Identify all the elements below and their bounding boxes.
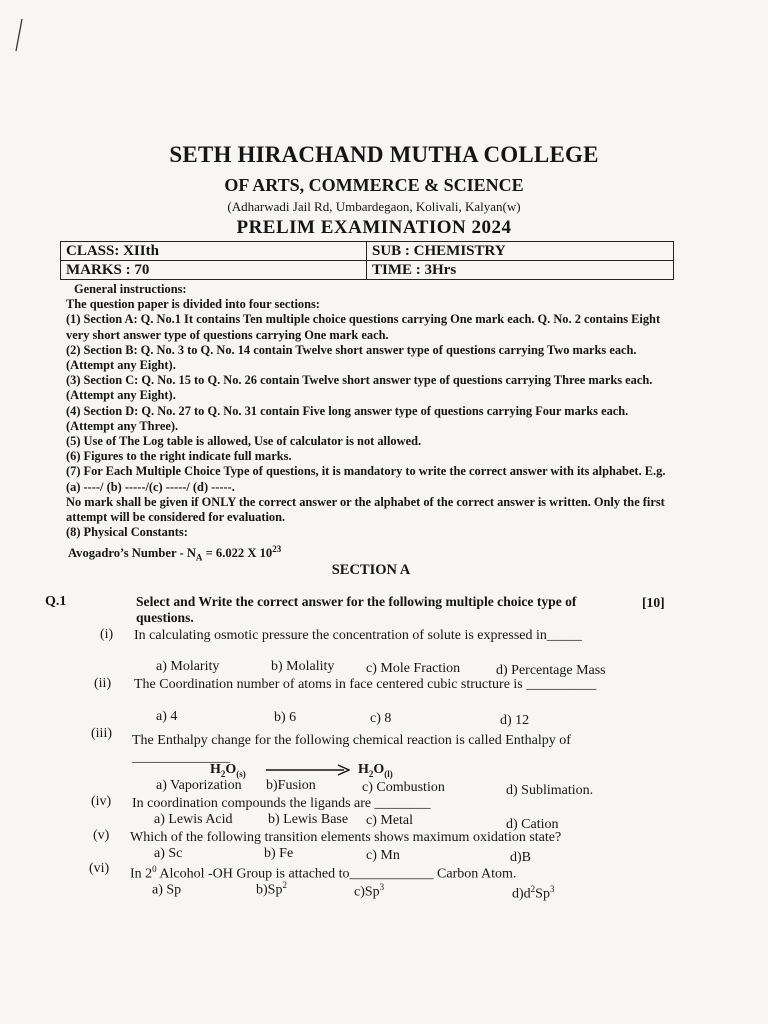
instruction-line: (7) For Each Multiple Choice Type of questions, it is mandatory to write the correct answer with its alphabet. E.g. (a) ----/ (b) -----/(c) -----/ (d) -----.	[66, 464, 666, 494]
sub-question-stem: In coordination compounds the ligands are ________	[132, 796, 431, 811]
exam-header-table	[60, 241, 674, 280]
college-address: (Adharwadi Jail Rd, Umbardegaon, Kolivali, Kalyan(w)	[227, 199, 521, 214]
class-cell: CLASS: XIIth	[61, 242, 367, 261]
time-cell: TIME : 3Hrs	[367, 261, 674, 280]
instruction-line: (2) Section B: Q. No. 3 to Q. No. 14 contain Twelve short answer type of questions carrying Two marks each. (Attempt any Eight).	[66, 342, 637, 373]
sub-question-number: (v)	[93, 828, 110, 843]
avogadro-constant: Avogadro’s Number - $N_A = 6.022$ X $10^{23}$	[68, 544, 282, 563]
general-instructions	[66, 282, 678, 540]
question-number: Q.1	[45, 594, 67, 609]
option: d) Sublimation.	[506, 783, 594, 798]
sub-question-number: (iv)	[91, 794, 112, 809]
reaction-product: $H_2O_{(l)}$	[358, 762, 393, 779]
option: d)B	[510, 850, 531, 865]
marks-cell: MARKS : 70	[61, 261, 367, 280]
option: c) Combustion	[362, 780, 445, 795]
sub-question-number: (iii)	[91, 726, 112, 741]
sub-question-stem: In $2^0$ Alcohol -OH Group is attached to____________ Carbon Atom.	[130, 864, 517, 882]
college-name: SETH HIRACHAND MUTHA COLLEGE	[169, 142, 599, 167]
instruction-line: (5) Use of The Log table is allowed, Use of calculator is not allowed.	[66, 434, 422, 449]
instruction-line: The question paper is divided into four sections:	[66, 297, 320, 312]
section-title: SECTION A	[331, 562, 411, 578]
option: d) Percentage Mass	[496, 663, 606, 678]
sub-question-stem: The Coordination number of atoms in face centered cubic structure is __________	[134, 677, 597, 692]
option: a) Vaporization	[156, 778, 242, 793]
reaction-reactant: $H_2O_{(s)}$	[210, 762, 246, 779]
sub-question-stem: Which of the following transition elements shows maximum oxidation state?	[130, 830, 562, 845]
question-marks: [10]	[642, 595, 665, 610]
sub-question-number: (vi)	[89, 861, 110, 876]
option: b) Fe	[264, 846, 294, 861]
reaction-arrow-icon	[266, 764, 350, 776]
instruction-line: (1) Section A: Q. No.1 It contains Ten multiple choice questions carrying One mark each. Q. No. 2 contains Eight very short answer type of questions carrying One mark each.	[66, 312, 661, 342]
option: $d)d^2Sp^3$	[512, 884, 555, 902]
instruction-line: No mark shall be given if ONLY the correct answer or the alphabet of the correct answer is written. Only the first attempt will be considered for evaluation.	[66, 494, 665, 525]
option: c) Metal	[366, 813, 414, 828]
option: d) 12	[500, 713, 530, 728]
question-instruction: Select and Write the correct answer for the following multiple choice type of questions.	[136, 594, 577, 625]
option: c)Sp$^3$	[354, 882, 385, 900]
option: a) Lewis Acid	[154, 812, 233, 827]
option: a) 4	[156, 709, 178, 724]
sub-question-stem: The Enthalpy change for the following chemical reaction is called Enthalpy of ______________	[132, 733, 571, 765]
sub-question-number: (i)	[100, 627, 114, 642]
option: a) Molarity	[156, 659, 220, 674]
instruction-line: (4) Section D: Q. No. 27 to Q. No. 31 contain Five long answer type of questions carrying Four marks each. (Attempt any Three).	[66, 403, 629, 433]
option: b)Sp$^2$	[256, 880, 287, 898]
option: b) Lewis Base	[268, 812, 349, 827]
option: b)Fusion	[266, 778, 316, 793]
instruction-line: (6) Figures to the right indicate full marks.	[66, 449, 292, 464]
sub-question-number: (ii)	[94, 676, 112, 691]
sub-question-stem: In calculating osmotic pressure the concentration of solute is expressed in_____	[134, 628, 582, 643]
pen-stroke-mark	[14, 18, 24, 52]
option: b) 6	[274, 710, 297, 725]
college-subtitle: OF ARTS, COMMERCE & SCIENCE	[224, 175, 524, 195]
subject-cell: SUB : CHEMISTRY	[367, 242, 674, 261]
option: a) Sc	[154, 846, 183, 861]
exam-title: PRELIM EXAMINATION 2024	[236, 217, 512, 238]
option: c) 8	[370, 711, 392, 726]
option: c) Mn	[366, 848, 400, 863]
option: d) Cation	[506, 817, 559, 832]
option: a) Sp	[152, 882, 182, 898]
instructions-heading: General instructions:	[74, 282, 187, 296]
option: b) Molality	[271, 659, 335, 674]
instruction-line: (8) Physical Constants:	[66, 525, 188, 540]
option: c) Mole Fraction	[366, 661, 461, 676]
instruction-line: (3) Section C: Q. No. 15 to Q. No. 26 contain Twelve short answer type of questions carrying Three marks each. (Attempt any Eight).	[66, 373, 653, 403]
